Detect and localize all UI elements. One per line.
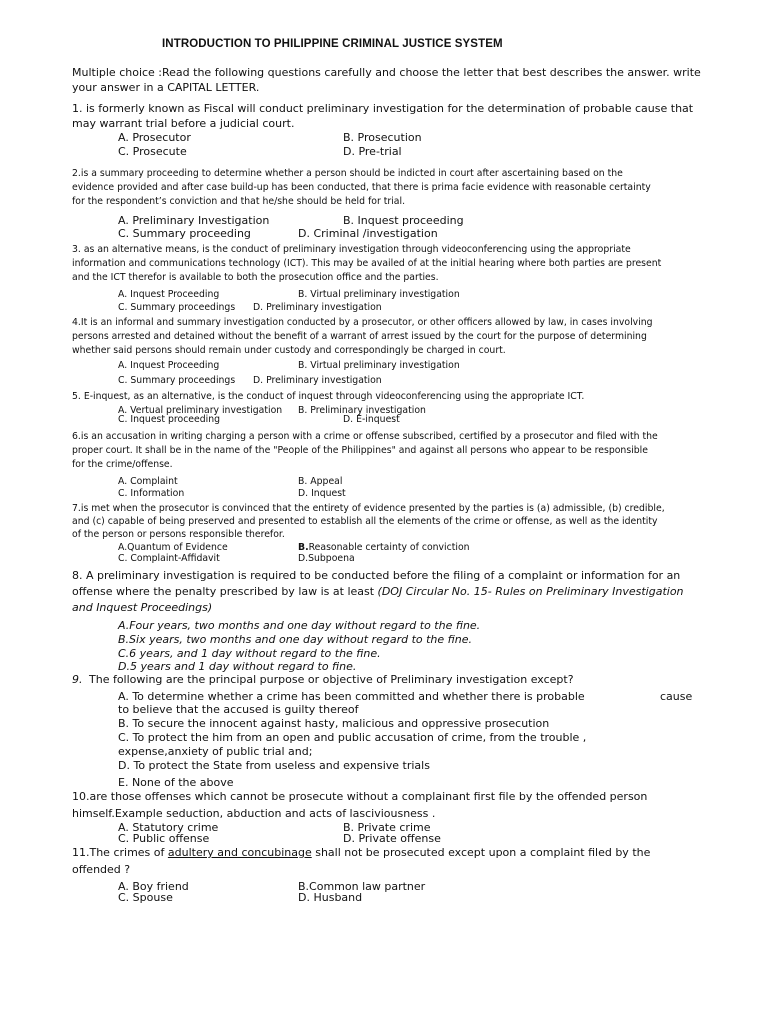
q1-option-c: C. Prosecute bbox=[118, 145, 187, 158]
q6-option-d: D. Inquest bbox=[298, 488, 346, 499]
q11-option-c: C. Spouse bbox=[118, 891, 173, 904]
q11-option-a: A. Boy friend bbox=[118, 880, 189, 893]
question-10-line-1: 10.are those offenses which cannot be prosecute without a complainant first file by the offended person bbox=[72, 790, 648, 803]
instructions-line-1: Multiple choice :Read the following questions carefully and choose the letter that best describes the answer. write bbox=[72, 66, 701, 79]
question-8-citation: (DOJ Circular No. 15- Rules on Preliminary Investigation bbox=[377, 585, 684, 598]
q9-option-c-line-1: C. To protect the him from an open and public accusation of crime, from the trouble , bbox=[118, 731, 587, 744]
question-5-line-1: 5. E-inquest, as an alternative, is the conduct of inquest through videoconferencing using the appropriate ICT. bbox=[72, 391, 585, 402]
question-11-line-2: offended ? bbox=[72, 863, 131, 876]
question-3-line-1: 3. as an alternative means, is the conduct of preliminary investigation through videoconferencing using the appropriate bbox=[72, 244, 631, 255]
q6-option-b: B. Appeal bbox=[298, 476, 343, 487]
question-11-line-1 bbox=[72, 845, 712, 861]
q7-option-b-letter: B. bbox=[298, 542, 309, 553]
question-4-line-1: 4.It is an informal and summary investigation conducted by a prosecutor, or other officers allowed by law, in cases involving bbox=[72, 317, 653, 328]
instructions-line-2: your answer in a CAPITAL LETTER. bbox=[72, 81, 260, 94]
q10-option-c: C. Public offense bbox=[118, 832, 210, 845]
question-9-number: 9. bbox=[72, 673, 83, 686]
q10-option-a: A. Statutory crime bbox=[118, 821, 219, 834]
q9-option-d: D. To protect the State from useless and expensive trials bbox=[118, 759, 430, 772]
question-3-line-2: information and communications technology (ICT). This may be availed of at the initial hearing where both parties are present bbox=[72, 258, 662, 269]
question-1-line-2: may warrant trial before a judicial court. bbox=[72, 117, 295, 130]
q5-option-c: C. Inquest proceeding bbox=[118, 414, 221, 425]
question-8-line-1: 8. A preliminary investigation is required to be conducted before the filing of a complaint or information for an bbox=[72, 569, 681, 582]
q1-option-d: D. Pre-trial bbox=[343, 145, 402, 158]
q4-option-c: C. Summary proceedings bbox=[118, 375, 236, 386]
q7-option-c: C. Complaint-Affidavit bbox=[118, 553, 220, 564]
q10-option-d: D. Private offense bbox=[343, 832, 441, 845]
q3-option-d: D. Preliminary investigation bbox=[253, 302, 382, 313]
q9-option-b: B. To secure the innocent against hasty, malicious and oppressive prosecution bbox=[118, 717, 550, 730]
q4-option-b: B. Virtual preliminary investigation bbox=[298, 360, 460, 371]
question-2-line-3: for the respondent’s conviction and that he/she should be held for trial. bbox=[72, 196, 406, 207]
q6-option-a: A. Complaint bbox=[118, 476, 178, 487]
page-title: INTRODUCTION TO PHILIPPINE CRIMINAL JUSTICE SYSTEM bbox=[162, 38, 503, 50]
question-9-line: The following are the principal purpose or objective of Preliminary investigation except? bbox=[89, 673, 574, 686]
q2-option-a: A. Preliminary Investigation bbox=[118, 214, 270, 227]
question-3-line-3: and the ICT therefor is available to both the prosecution office and the parties. bbox=[72, 272, 439, 283]
q3-option-b: B. Virtual preliminary investigation bbox=[298, 289, 460, 300]
q7-option-a: A.Quantum of Evidence bbox=[118, 542, 228, 553]
question-6-line-2: proper court. It shall be in the name of the "People of the Philippines" and against all persons who appear to be responsible bbox=[72, 445, 648, 456]
q9-option-a-cause: cause bbox=[660, 690, 693, 703]
question-11-underlined: adultery and concubinage bbox=[167, 846, 312, 859]
q3-option-c: C. Summary proceedings bbox=[118, 302, 236, 313]
q8-option-b: B.Six years, two months and one day without regard to the fine. bbox=[118, 633, 472, 646]
q7-option-b-text: Reasonable certainty of conviction bbox=[308, 542, 470, 553]
q10-option-b: B. Private crime bbox=[343, 821, 431, 834]
question-8-line-2-text: offense where the penalty prescribed by law is at least bbox=[72, 585, 378, 598]
question-2-line-2: evidence provided and after case build-up has been conducted, that there is prima facie evidence with reasonable certainty bbox=[72, 182, 651, 193]
q3-option-a: A. Inquest Proceeding bbox=[118, 289, 220, 300]
question-1-line-1: 1. is formerly known as Fiscal will conduct preliminary investigation for the determination of probable cause that bbox=[72, 102, 694, 115]
q2-option-c: C. Summary proceeding bbox=[118, 227, 251, 240]
q9-option-a-line-2: to believe that the accused is guilty thereof bbox=[118, 703, 359, 716]
q4-option-d: D. Preliminary investigation bbox=[253, 375, 382, 386]
q11-option-d: D. Husband bbox=[298, 891, 363, 904]
q5-option-b: B. Preliminary investigation bbox=[298, 405, 426, 416]
q6-option-c: C. Information bbox=[118, 488, 185, 499]
q9-option-c-line-2: expense,anxiety of public trial and; bbox=[118, 745, 313, 758]
question-2-line-1: 2.is a summary proceeding to determine whether a person should be indicted in court after ascertaining based on the bbox=[72, 168, 623, 179]
question-7-line-3: of the person or persons responsible therefor. bbox=[72, 529, 285, 540]
question-11-pre: 11.The crimes of bbox=[72, 846, 168, 859]
q2-option-b: B. Inquest proceeding bbox=[343, 214, 464, 227]
question-6-line-3: for the crime/offense. bbox=[72, 459, 173, 470]
question-10-line-2: himself.Example seduction, abduction and acts of lasciviousness . bbox=[72, 807, 436, 820]
q8-option-d: D.5 years and 1 day without regard to fine. bbox=[118, 660, 357, 673]
q1-option-b: B. Prosecution bbox=[343, 131, 422, 144]
q8-option-c: C.6 years, and 1 day without regard to the fine. bbox=[118, 647, 381, 660]
q9-option-a-line-1: A. To determine whether a crime has been committed and whether there is probable bbox=[118, 690, 585, 703]
q9-option-e: E. None of the above bbox=[118, 776, 234, 789]
question-7-line-1: 7.is met when the prosecutor is convinced that the entirety of evidence presented by the parties is (a) admissible, (b) credible, bbox=[72, 503, 665, 514]
q2-option-d: D. Criminal /investigation bbox=[298, 227, 438, 240]
question-11-post: shall not be prosecuted except upon a complaint filed by the bbox=[311, 846, 651, 859]
q5-option-a: A. Vertual preliminary investigation bbox=[118, 405, 283, 416]
q1-option-a: A. Prosecutor bbox=[118, 131, 191, 144]
q4-option-a: A. Inquest Proceeding bbox=[118, 360, 220, 371]
question-4-line-3: whether said persons should remain under custody and correspondingly be charged in court. bbox=[72, 345, 506, 356]
question-6-line-1: 6.is an accusation in writing charging a person with a crime or offense subscribed, certified by a prosecutor and filed with the bbox=[72, 431, 658, 442]
question-4-line-2: persons arrested and detained without the benefit of a warrant of arrest issued by the court for the purpose of determining bbox=[72, 331, 647, 342]
question-8-line-3: and Inquest Proceedings) bbox=[72, 601, 213, 614]
question-8-line-2 bbox=[72, 584, 712, 600]
question-7-line-2: and (c) capable of being preserved and presented to establish all the elements of the crime or offense, as well as the identity bbox=[72, 516, 658, 527]
q8-option-a: A.Four years, two months and one day without regard to the fine. bbox=[118, 619, 481, 632]
q5-option-d: D. E-inquest bbox=[343, 414, 400, 425]
q11-option-b: B.Common law partner bbox=[298, 880, 426, 893]
q7-option-d: D.Subpoena bbox=[298, 553, 355, 564]
